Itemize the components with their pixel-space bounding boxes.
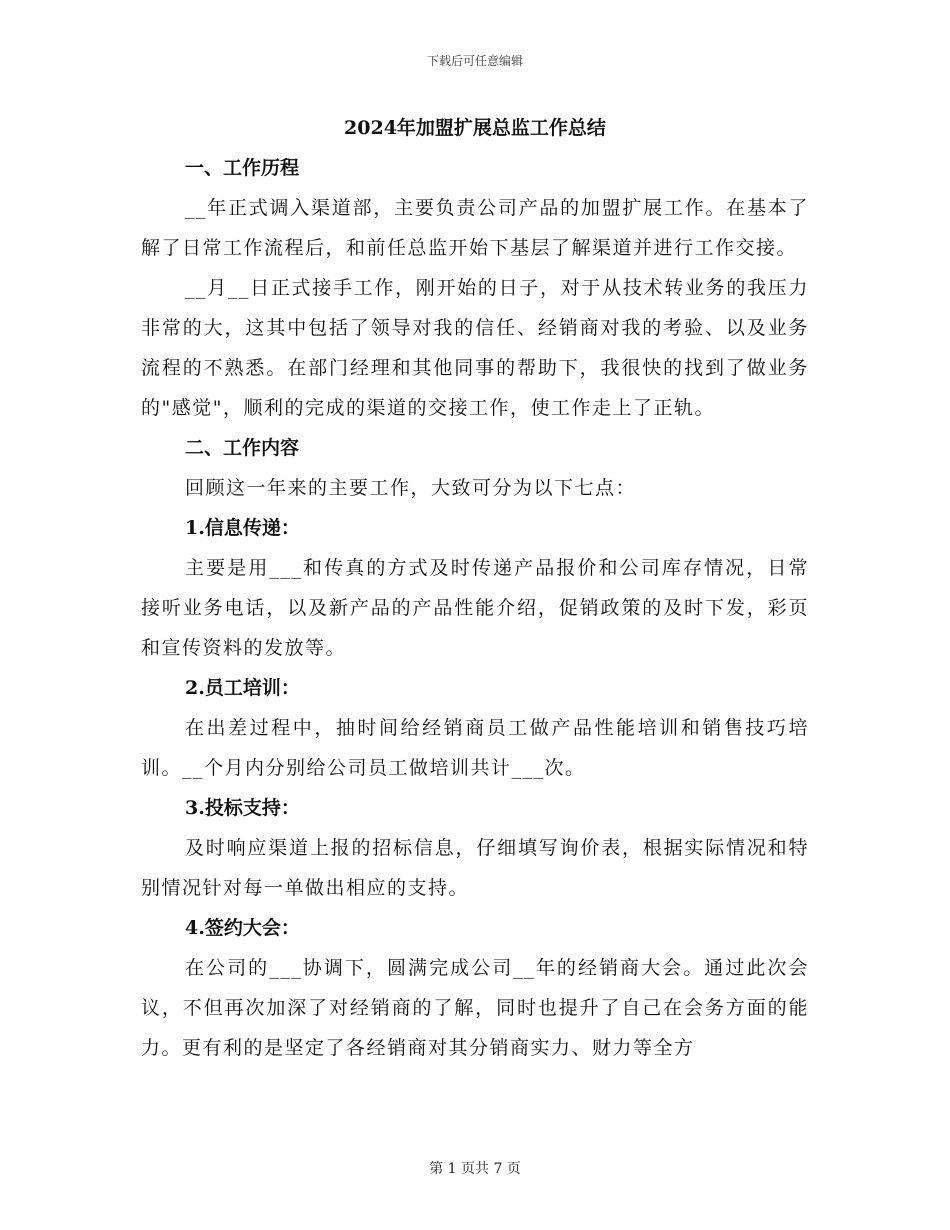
document-page	[141, 108, 809, 1068]
paragraph: 在出差过程中，抽时间给经销商员工做产品性能培训和销售技巧培训。__个月内分别给公司员工做培训共计___次。	[141, 717, 809, 779]
paragraph: 回顾这一年来的主要工作，大致可分为以下七点：	[185, 477, 637, 499]
item-heading-bid-support: 3.投标支持：	[185, 797, 300, 819]
paragraph: 及时响应渠道上报的招标信息，仔细填写询价表，根据实际情况和特别情况针对每一单做出相应的支持。	[141, 837, 809, 899]
section-heading-work-content: 二、工作内容	[185, 437, 300, 459]
item-heading-info-delivery: 1.信息传递：	[185, 517, 300, 539]
page-number-footer: 第 1 页共 7 页	[429, 1161, 521, 1177]
document-title: 2024年加盟扩展总监工作总结	[344, 117, 606, 139]
paragraph: 主要是用___和传真的方式及时传递产品报价和公司库存情况，日常接听业务电话，以及新产品的产品性能介绍，促销政策的及时下发，彩页和宣传资料的发放等。	[141, 557, 809, 659]
paragraph: __年正式调入渠道部，主要负责公司产品的加盟扩展工作。在基本了解了日常工作流程后，和前任总监开始下基层了解渠道并进行工作交接。	[141, 197, 809, 259]
header-note: 下载后可任意编辑	[426, 54, 523, 68]
item-heading-signing-conference: 4.签约大会：	[185, 917, 300, 939]
paragraph: 在公司的___协调下，圆满完成公司__年的经销商大会。通过此次会议，不但再次加深了对经销商的了解，同时也提升了自己在会务方面的能力。更有利的是坚定了各经销商对其分销商实力、财力等全方	[141, 957, 809, 1059]
section-heading-work-history: 一、工作历程	[185, 157, 300, 179]
paragraph: __月__日正式接手工作，刚开始的日子，对于从技术转业务的我压力非常的大，这其中包括了领导对我的信任、经销商对我的考验、以及业务流程的不熟悉。在部门经理和其他同事的帮助下，我很快的找到了做业务的"感觉"，顺利的完成的渠道的交接工作，使工作走上了正轨。	[141, 277, 809, 419]
item-heading-staff-training: 2.员工培训：	[185, 677, 300, 699]
